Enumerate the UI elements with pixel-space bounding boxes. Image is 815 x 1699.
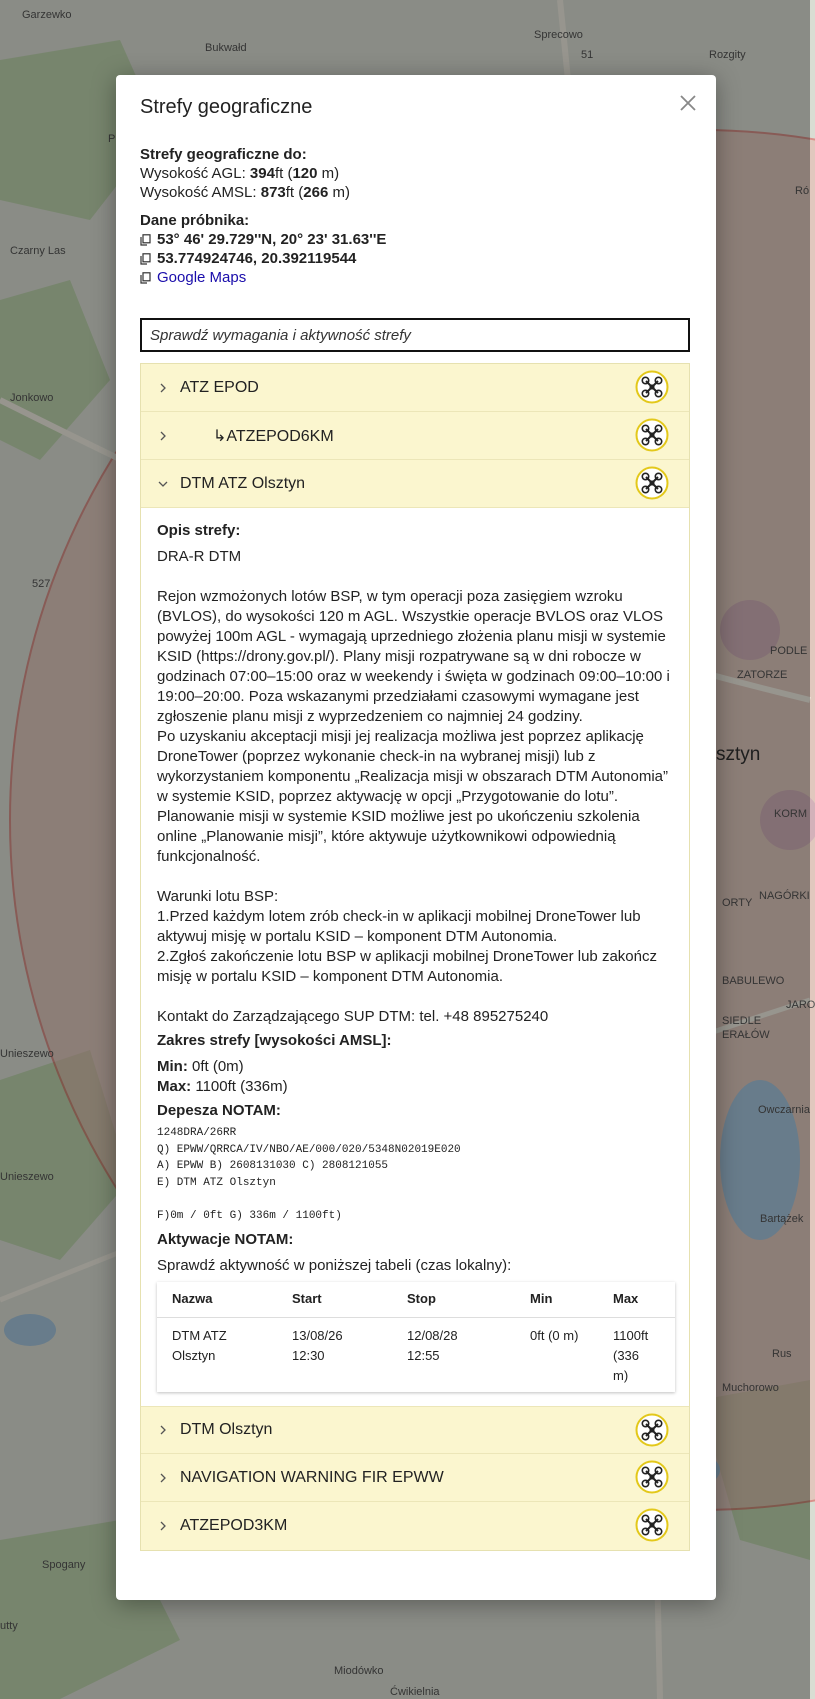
zone-search-input[interactable]	[140, 318, 690, 352]
table-cell: 1100ft (336 m)	[613, 1328, 649, 1383]
column-header: Nazwa	[157, 1282, 277, 1318]
max-value: 1100ft (336m)	[191, 1078, 288, 1095]
map-label: Rozgity	[709, 49, 746, 61]
dialog-title: Strefy geograficzne	[140, 96, 313, 118]
amsl-m-unit: m)	[328, 184, 350, 201]
map-label: SIEDLE	[722, 1015, 762, 1027]
min-label: Min:	[157, 1058, 188, 1075]
agl-label: Wysokość AGL:	[140, 165, 250, 182]
drone-icon[interactable]	[635, 466, 669, 500]
table-cell: 13/08/26 12:30	[292, 1328, 343, 1363]
google-maps-link[interactable]: Google Maps	[157, 269, 247, 286]
coords-dms: 53° 46' 29.729''N, 20° 23' 31.63''E	[157, 231, 387, 248]
notam-label: Depesza NOTAM:	[157, 1102, 281, 1119]
map-label: Jonkowo	[10, 392, 54, 404]
zone-name: NAVIGATION WARNING FIR EPWW	[180, 1468, 444, 1486]
copy-coords-decimal[interactable]	[140, 249, 690, 268]
map-label: 51	[581, 49, 594, 61]
map-label: sztyn	[716, 744, 761, 765]
agl-height	[140, 164, 690, 183]
chevron-right-icon	[158, 1425, 168, 1435]
chevron-right-icon	[158, 1521, 168, 1531]
map-label: Spogany	[42, 1559, 86, 1571]
drone-icon[interactable]	[635, 418, 669, 452]
copy-icon	[140, 253, 151, 265]
max-label: Max:	[157, 1078, 192, 1095]
zone-name: ATZEPOD3KM	[180, 1517, 288, 1534]
zone-details-dtm-atz-olsztyn	[141, 508, 689, 1406]
zone-header-navigation-warning[interactable]	[141, 1454, 689, 1502]
map-label: Owczarnia	[758, 1104, 810, 1116]
map-label: Miodówko	[334, 1665, 384, 1677]
drone-icon[interactable]	[635, 1508, 669, 1542]
copy-icon	[140, 234, 151, 246]
map-label: BABULEWO	[722, 975, 785, 987]
table-row	[157, 1318, 675, 1393]
activations-table	[157, 1282, 675, 1392]
map-label: Muchorowo	[722, 1382, 779, 1394]
column-header: Stop	[392, 1282, 515, 1318]
map-label: Sprecowo	[534, 29, 583, 41]
zone-name: DTM Olsztyn	[180, 1421, 273, 1438]
map-label: PODLE	[770, 645, 808, 657]
copy-google-maps[interactable]	[140, 268, 690, 287]
map-label: utty	[0, 1620, 18, 1632]
copy-icon	[140, 272, 151, 284]
zone-header-dtm-atz-olsztyn[interactable]	[141, 460, 689, 508]
column-header: Min	[515, 1282, 598, 1318]
zone-name: ATZ EPOD	[180, 378, 259, 396]
min-value: 0ft (0m)	[187, 1058, 244, 1075]
chevron-right-icon	[158, 431, 168, 441]
map-label: Ćwikielnia	[390, 1686, 440, 1698]
zone-description: DRA-R DTM Rejon wzmożonych lotów BSP, w tym operacji poza zasięgiem wzroku (BVLOS), do wysokości 120 m AGL. Wszystkie operacje BVLOS oraz VLOS powyżej 100m AGL - wymagają uprzedniego złożenia planu misji w systemie KSID (https://drony.gov.pl/). Plany misji rozpatrywane są w dni robocze w godzinach 07:00–15:00 oraz w weekendy i święta w godzinach 09:00–10:00 i 19:00–20:00. Poza wskazanymi przedziałami czasowymi wymagane jest zgłoszenie planu misji z wyprzedzeniem co najmniej 24 godziny. Po uzyskaniu akceptacji misji jej realizacja możliwa jest poprzez aplikację DroneTower (poprzez wykonanie check-in na wybranej misji) lub z wykorzystaniem komponentu „Realizacja misji w obszarach DTM Autonomia” w systemie KSID, poprzez aktywację w opcji „Przygotowanie do lotu”. Planowanie misji w systemie KSID możliwe jest po ukończeniu szkolenia online „Planowanie misji”, które aktywuje użytkownikowi odpowiednią funkcjonalność. Warunki lotu BSP: 1.Przed każdym lotem zrób check-in w aplikacji mobilnej DroneTower lub aktywuj misję w portalu KSID – komponent DTM Autonomia. 2.Zgłoś zakończenie lotu BSP w aplikacji mobilnej DroneTower lub zakończ misję w portalu KSID – komponent DTM Autonomia. Kontakt do Zarządzającego SUP DTM: tel. +48 895275240	[157, 548, 670, 1025]
amsl-height	[140, 183, 690, 202]
map-label: Bukwałd	[205, 42, 247, 54]
agl-m: 120	[292, 165, 318, 182]
chevron-right-icon	[158, 383, 168, 393]
agl-ft: 394	[249, 165, 275, 182]
zone-header-dtm-olsztyn[interactable]	[141, 1406, 689, 1454]
table-header-row	[157, 1282, 675, 1318]
zone-name: DTM ATZ Olsztyn	[180, 474, 306, 492]
map-label: JARO	[786, 999, 815, 1011]
map-label: 527	[32, 578, 51, 590]
description-label: Opis strefy:	[157, 522, 241, 539]
column-header: Start	[277, 1282, 392, 1318]
zone-header-atzepod6km[interactable]	[141, 412, 689, 460]
table-cell: 12/08/28 12:55	[407, 1328, 458, 1363]
map-label: Czarny Las	[10, 245, 66, 257]
amsl-ft: 873	[260, 184, 286, 201]
agl-m-unit: m)	[317, 165, 340, 182]
map-label: ERAŁÓW	[722, 1029, 770, 1041]
drone-icon[interactable]	[635, 1460, 669, 1494]
copy-coords-dms[interactable]	[140, 230, 690, 249]
zone-info	[140, 145, 690, 287]
map-label: Unieszewo	[0, 1048, 54, 1060]
zone-header-atzepod3km[interactable]	[141, 1502, 689, 1550]
amsl-m: 266	[303, 184, 329, 201]
map-label: Unieszewo	[0, 1171, 54, 1183]
range-max	[157, 1077, 673, 1097]
map-label: NAGÓRKI	[759, 890, 810, 902]
zone-name: ↳ATZEPOD6KM	[213, 427, 334, 445]
map-label: KORM	[774, 808, 807, 820]
map-label: ZATORZE	[737, 669, 788, 681]
chevron-right-icon	[158, 1473, 168, 1483]
agl-ft-unit: ft (	[274, 165, 293, 182]
zones-accordion	[140, 363, 690, 1551]
range-label: Zakres strefy [wysokości AMSL]:	[157, 1032, 392, 1049]
chevron-down-icon	[158, 479, 168, 489]
drone-icon[interactable]	[635, 1413, 669, 1447]
map-label: Ró	[795, 185, 810, 197]
close-icon	[676, 91, 700, 115]
amsl-ft-unit: ft (	[285, 184, 304, 201]
map-label: ORTY	[722, 897, 753, 909]
map-label: P	[108, 133, 116, 145]
drone-icon[interactable]	[635, 370, 669, 404]
table-cell: DTM ATZ Olsztyn	[172, 1328, 227, 1363]
zone-header-atz-epod[interactable]	[141, 364, 689, 412]
column-header: Max	[598, 1282, 675, 1318]
map-label: Rus	[772, 1348, 792, 1360]
table-cell: 0ft (0 m)	[530, 1328, 579, 1343]
map-label: Bartążek	[760, 1213, 804, 1225]
notam-text: 1248DRA/26RR Q) EPWW/QRRCA/IV/NBO/AE/000/020/5348N02019E020 A) EPWW B) 2608131030 C) 2808121055 E) DTM ATZ Olsztyn F)0m / 0ft G) 336m / 1100ft)	[157, 1127, 461, 1222]
geo-zones-dialog	[116, 75, 716, 1600]
activations-hint: Sprawdź aktywność w poniższej tabeli (czas lokalny):	[157, 1257, 512, 1274]
amsl-label: Wysokość AMSL:	[140, 184, 261, 201]
activations-label: Aktywacje NOTAM:	[157, 1231, 294, 1248]
zones-header: Strefy geograficzne do:	[140, 146, 307, 163]
sampler-header: Dane próbnika:	[140, 212, 250, 229]
coords-decimal: 53.774924746, 20.392119544	[157, 250, 357, 267]
map-label: Garzewko	[22, 9, 72, 21]
close-button[interactable]	[676, 91, 700, 115]
range-min	[157, 1057, 673, 1077]
